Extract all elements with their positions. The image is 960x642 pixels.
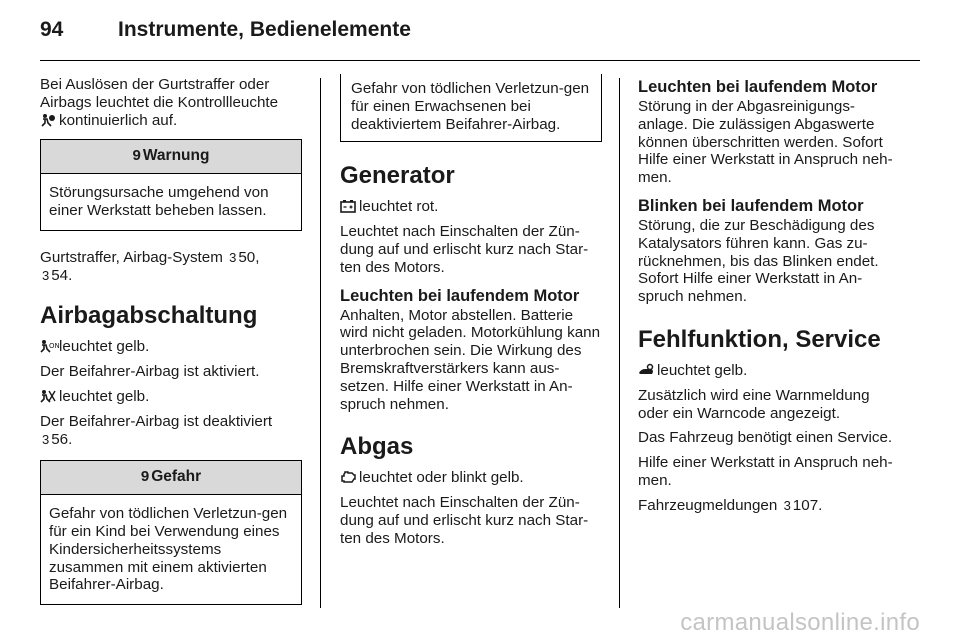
airbag-intro: Bei Auslösen der Gurtstraffer oder Airbags leuchtet die Kontrollleuchte kontinuierlich auf. <box>40 76 279 129</box>
page-header <box>40 18 411 42</box>
ref-page-50[interactable]: 50, <box>238 248 260 266</box>
generator-sub-text: Anhalten, Motor abstellen. Batterie wird nicht geladen. Motorkühlung kann unterbrochen sein. Die Wirkung des Bremskraftverstärkers kann aus-setzen. Hilfe einer Werkstatt in An-spruch nehmen. <box>340 306 601 413</box>
column-1 <box>40 76 302 623</box>
airbag-off-icon <box>40 389 56 403</box>
danger-box <box>40 460 302 605</box>
section-title-fehlfunktion-service: Fehlfunktion, Service <box>638 325 881 353</box>
page-reference-icon: 3 <box>42 431 50 447</box>
page-title: Instrumente, Bedienelemente <box>118 18 411 41</box>
airbag-lamp-icon <box>40 113 56 127</box>
section-title-abgas: Abgas <box>340 433 414 461</box>
airbag-system-refs: Gurtstraffer, Airbag-System 3 50, 3 54. <box>40 248 260 284</box>
column-divider-1 <box>320 78 321 608</box>
warning-box <box>40 139 302 230</box>
warning-title: Warnung <box>142 147 210 165</box>
abgas-leuchten-text: Störung in der Abgasreinigungs-anlage. Die zulässigen Abgaswerte können überschritten werden. Sofort Hilfe einer Werkstatt in Anspruch neh-men. <box>638 98 893 187</box>
engine-icon <box>340 470 356 484</box>
ref-page-56[interactable]: 56. <box>51 430 73 448</box>
abgas-text: Leuchtet nach Einschalten der Zün-dung auf und erlischt kurz nach Star-ten des Motors. <box>340 494 589 547</box>
watermark: carmanualsonline.info <box>680 609 920 636</box>
generator-subtitle: Leuchten bei laufendem Motor <box>340 286 580 305</box>
danger-text: Gefahr von tödlichen Verletzun-gen für ein Kind bei Verwendung eines Kindersicherheitssystems zusammen mit einem aktivierten Beifahrer-Airbag. <box>49 505 288 594</box>
warning-triangle-icon: 9 <box>140 468 150 486</box>
airbag-off-lamp-line: leuchtet gelb. <box>40 388 302 406</box>
service-text-3: Hilfe einer Werkstatt in Anspruch neh-men. <box>638 454 893 489</box>
warning-box-header <box>41 140 301 174</box>
page-reference-icon: 3 <box>42 267 50 283</box>
header-rule <box>40 60 920 61</box>
danger-box-header <box>41 461 301 495</box>
abgas-blinken-text: Störung, die zur Beschädigung des Katalysators führen kann. Gas zu-rücknehmen, bis das Blinken endet. Sofort Hilfe einer Werkstatt in An-spruch nehmen. <box>638 216 879 306</box>
abgas-subtitle-blinken: Blinken bei laufendem Motor <box>638 196 864 215</box>
vehicle-messages-ref: Fahrzeugmeldungen 3 107. <box>638 496 823 514</box>
danger-title: Gefahr <box>151 468 202 486</box>
column-2 <box>340 76 602 555</box>
page-reference-icon: 3 <box>783 497 791 513</box>
column-3 <box>638 78 900 522</box>
danger-box-continued: Gefahr von tödlichen Verletzun-gen für einen Erwachsenen bei deaktiviertem Beifahrer-Airbag. <box>340 74 602 142</box>
airbag-on-text: Der Beifahrer-Airbag ist aktiviert. <box>40 363 260 381</box>
page-number: 94 <box>40 18 64 41</box>
airbag-on-icon <box>40 339 60 353</box>
section-title-airbagabschaltung: Airbagabschaltung <box>40 302 258 330</box>
warning-text: Störungsursache umgehend von einer Werkstatt beheben lassen. <box>49 184 269 219</box>
ref-page-107[interactable]: 107. <box>792 496 823 514</box>
abgas-lamp-line: leuchtet oder blinkt gelb. <box>340 469 602 487</box>
abgas-subtitle-leuchten: Leuchten bei laufendem Motor <box>638 78 878 96</box>
generator-lamp-line: leuchtet rot. <box>340 198 602 216</box>
svg-text:ON: ON <box>49 342 60 351</box>
warning-triangle-icon: 9 <box>132 147 141 165</box>
airbag-on-lamp-line: ON leuchtet gelb. <box>40 338 302 356</box>
column-divider-2 <box>619 78 620 608</box>
section-title-generator: Generator <box>340 162 455 190</box>
service-text-1: Zusätzlich wird eine Warnmeldung oder ein Warncode angezeigt. <box>638 386 870 422</box>
page-reference-icon: 3 <box>229 249 237 265</box>
service-text-2: Das Fahrzeug benötigt einen Service. <box>638 429 893 447</box>
ref-page-54[interactable]: 54. <box>51 266 73 284</box>
service-lamp-line: leuchtet gelb. <box>638 362 900 380</box>
service-wrench-icon <box>638 363 654 377</box>
battery-icon <box>340 199 356 213</box>
generator-text: Leuchtet nach Einschalten der Zün-dung auf und erlischt kurz nach Star-ten des Motors. <box>340 223 589 276</box>
airbag-off-text: Der Beifahrer-Airbag ist deaktiviert 3 56. <box>40 412 273 448</box>
